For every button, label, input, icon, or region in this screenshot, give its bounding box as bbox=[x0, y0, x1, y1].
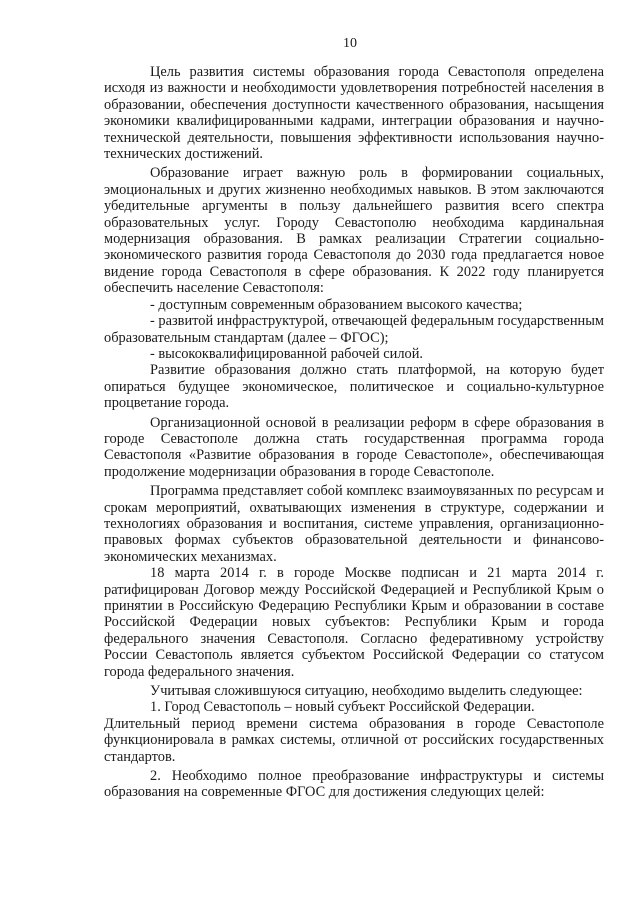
paragraph-platform: Развитие образования должно стать платформой, на которую будет опираться будущее экономическое, политическое и социально-культурное процветание города. bbox=[104, 362, 604, 412]
list-item-transformation: 2. Необходимо полное преобразование инфраструктуры и системы образования на современные ФГОС для достижения следующих целей: bbox=[104, 768, 604, 801]
paragraph-education-role: Образование играет важную роль в формировании социальных, эмоциональных и других жизненно необходимых навыков. В этом заключаются убедительные аргументы в пользу дальнейшего развития всего спектра образовательных услуг. Городу Севастополю необходима кардинальная модернизация образования. В рамках реализации Стратегии социально-экономического развития города Севастополя до 2030 года предлагается новое видение города Севастополя в сфере образования. К 2022 году планируется обеспечить население Севастополя: bbox=[104, 165, 604, 297]
paragraph-program: Программа представляет собой комплекс взаимоувязанных по ресурсам и срокам мероприятий, охватывающих изменения в структуре, содержании и технологиях образования и воспитания, системе управления, организационно-правовых формах субъектов образовательной деятельности и финансово-экономических механизмах. bbox=[104, 483, 604, 565]
paragraph-situation: Учитывая сложившуюся ситуацию, необходимо выделить следующее: bbox=[150, 683, 583, 700]
page-number: 10 bbox=[343, 36, 357, 51]
paragraph-treaty: 18 марта 2014 г. в городе Москве подписан и 21 марта 2014 г. ратифицирован Договор между Российской Федерацией и Республикой Крым о принятии в Российскую Федерацию Республики Крым и образовании в составе Российской Федерации новых субъектов: Республики Крым и города федерального значения Севастополя. Согласно федеративному устройству России Севастополь является субъектом Российской Федерации со статусом города федерального значения. bbox=[104, 565, 604, 680]
paragraph-development-goal: Цель развития системы образования города Севастополя определена исходя из важности и необходимости удовлетворения потребностей населения в образовании, обеспечения доступности качественного образования, насыщения экономики квалифицированными кадрами, интеграции образования и научно-технической деятельности, повышения эффективности использования научно-технических достижений. bbox=[104, 64, 604, 163]
list-item-workforce: - высококвалифицированной рабочей силой. bbox=[150, 345, 424, 362]
list-item-modern-education: - доступным современным образованием высокого качества; bbox=[150, 296, 523, 313]
list-item-infrastructure: - развитой инфраструктурой, отвечающей федеральным государственным образовательным стандартам (далее – ФГОС); bbox=[104, 313, 604, 346]
paragraph-organizational-basis: Организационной основой в реализации реформ в сфере образования в городе Севастополе должна стать государственная программа города Севастополя «Развитие образования в городе Севастополе», обеспечивающая продолжение модернизации образования в городе Севастополе. bbox=[104, 414, 604, 480]
list-item-new-subject: 1. Город Севастополь – новый субъект Российской Федерации. bbox=[150, 699, 535, 716]
paragraph-long-period: Длительный период времени система образования в городе Севастополе функционировала в рамках системы, отличной от российских государственных стандартов. bbox=[104, 715, 604, 765]
